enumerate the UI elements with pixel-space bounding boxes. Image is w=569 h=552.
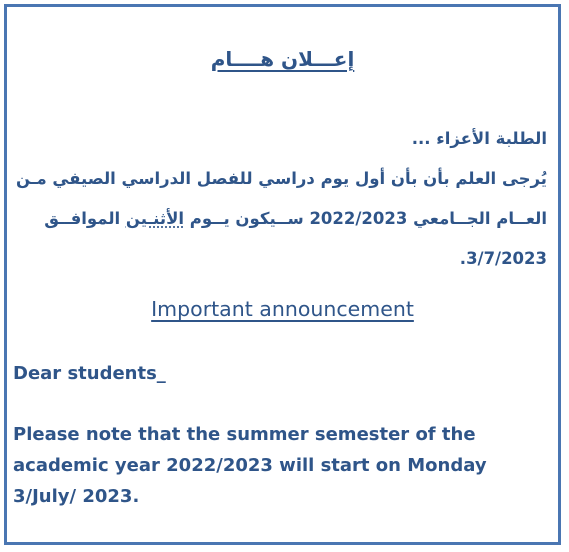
announcement-frame: [4, 4, 561, 545]
arabic-announcement-title: إعـــلان هــــام: [210, 47, 355, 71]
english-body-line-2: academic year 2022/2023 will start on Monday: [13, 455, 487, 476]
english-greeting: Dear students_: [13, 363, 166, 384]
english-body-line-3: 3/July/ 2023.: [13, 486, 140, 507]
arabic-day-name: الأثنـين: [125, 209, 185, 228]
arabic-body-line-2-end: الموافــق: [44, 209, 126, 228]
english-announcement-body: [13, 419, 513, 512]
arabic-body-line-1: يُرجى العلم بأن بأن أول يوم دراسي للفصل الدراسي الصيفي مـن: [15, 169, 547, 188]
arabic-announcement-body: [15, 119, 547, 279]
english-body-line-1: Please note that the summer semester of the: [13, 424, 476, 445]
arabic-body-line-3: 3/7/2023.: [459, 249, 547, 268]
arabic-body-line-2-start: العــام الجــامعي 2022/2023 ســيكون يــوم: [184, 209, 547, 228]
english-announcement-title: Important announcement: [151, 297, 414, 321]
arabic-greeting: الطلبة الأعزاء ...: [411, 129, 547, 148]
arabic-body-line-2: [19, 199, 547, 239]
